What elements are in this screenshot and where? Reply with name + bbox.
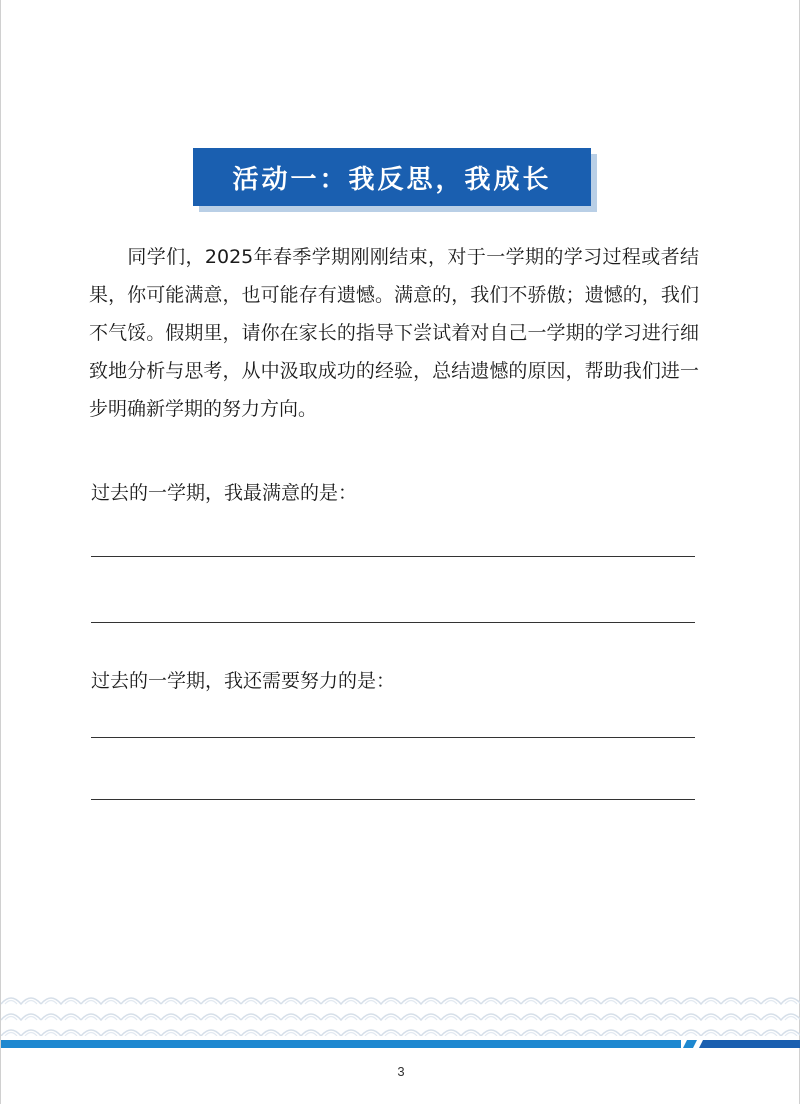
question-prompt-satisfied: 过去的一学期，我最满意的是： [91, 482, 358, 504]
wave-pattern-graphic [1, 990, 800, 1036]
footer-stripe [1, 1040, 800, 1048]
question-prompt-improve: 过去的一学期，我还需要努力的是： [91, 670, 396, 692]
answer-line[interactable] [91, 799, 695, 800]
answer-line[interactable] [91, 737, 695, 738]
title-banner [193, 148, 591, 206]
footer-wave-pattern [1, 990, 800, 1036]
intro-text: 同学们，2025年春季学期刚刚结束，对于一学期的学习过程或者结果，你可能满意，也可能存有遗憾。满意的，我们不骄傲；遗憾的，我们不气馁。假期里，请你在家长的指导下尝试着对自己一学期的学习进行细致地分析与思考，从中汲取成功的经验，总结遗憾的原因，帮助我们进一步明确新学期的努力方向。 [89, 246, 699, 420]
page-number: 3 [397, 1064, 405, 1079]
intro-paragraph [89, 238, 699, 428]
answer-line[interactable] [91, 556, 695, 557]
page-title: 活动一：我反思，我成长 [232, 164, 552, 195]
answer-line[interactable] [91, 622, 695, 623]
